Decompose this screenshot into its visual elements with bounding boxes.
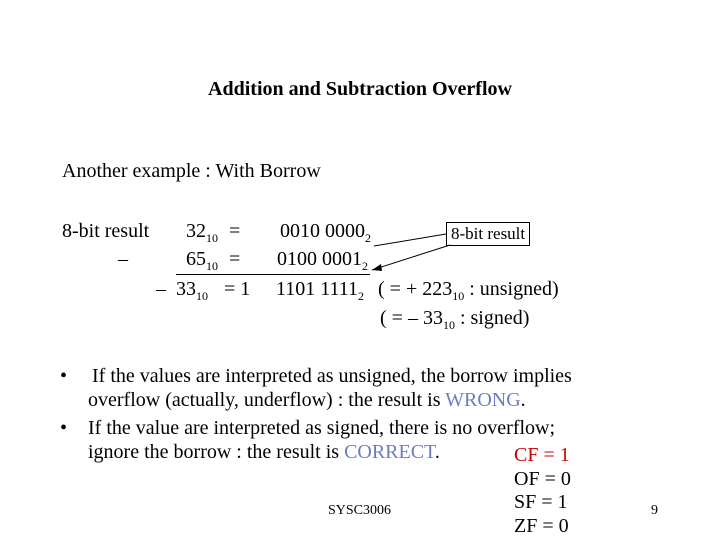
callout-arrow-line [374, 234, 446, 246]
callout-arrow-line [372, 245, 450, 270]
bullet-2-line-2: ignore the borrow : the result is CORRECT. [88, 441, 440, 463]
operand-2-binary: 0100 $0001_2$ [277, 248, 368, 273]
borrow-value: = 1 [224, 278, 251, 300]
minus-sign: – [118, 248, 128, 270]
operand-1-binary: 0010 $0000_2$ [280, 220, 371, 245]
result-decimal: $33_{10}$ [176, 278, 208, 303]
page-number: 9 [651, 503, 658, 518]
subtitle: Another example : With Borrow [62, 160, 321, 182]
bullet-marker: • [60, 365, 68, 387]
bullet-marker: • [60, 417, 68, 439]
carry-flag: CF = 1 [514, 444, 570, 466]
unsigned-interpretation: ( = + $223_{10}$ : unsigned) [378, 278, 559, 303]
bullet-1-line-1: If the values are interpreted as unsigned, the borrow implies [92, 365, 572, 387]
sign-flag: SF = 1 [514, 491, 568, 513]
equals-sign: = [229, 248, 241, 270]
signed-interpretation: ( = – $33_{10}$ : signed) [380, 307, 530, 332]
result-binary: 1101 $1111_2$ [276, 278, 365, 303]
operand-2-decimal: $65_{10}$ [186, 248, 218, 273]
minus-sign: – [156, 278, 166, 300]
result-label: 8-bit result [62, 220, 150, 242]
callout-box: 8-bit result [446, 222, 530, 246]
operand-1-decimal: $32_{10}$ [186, 220, 218, 245]
zero-flag: ZF = 0 [514, 515, 569, 537]
equals-sign: = [229, 220, 241, 242]
bullet-1-line-2: overflow (actually, underflow) : the result is WRONG. [88, 389, 526, 411]
correct-word: CORRECT [344, 441, 435, 463]
slide-title: Addition and Subtraction Overflow [208, 78, 512, 100]
overflow-flag: OF = 0 [514, 468, 571, 490]
wrong-word: WRONG [445, 389, 521, 411]
course-code: SYSC3006 [328, 503, 392, 518]
callout-arrow-head [372, 264, 382, 271]
bullet-2-line-1: If the value are interpreted as signed, there is no overflow; [88, 417, 556, 439]
